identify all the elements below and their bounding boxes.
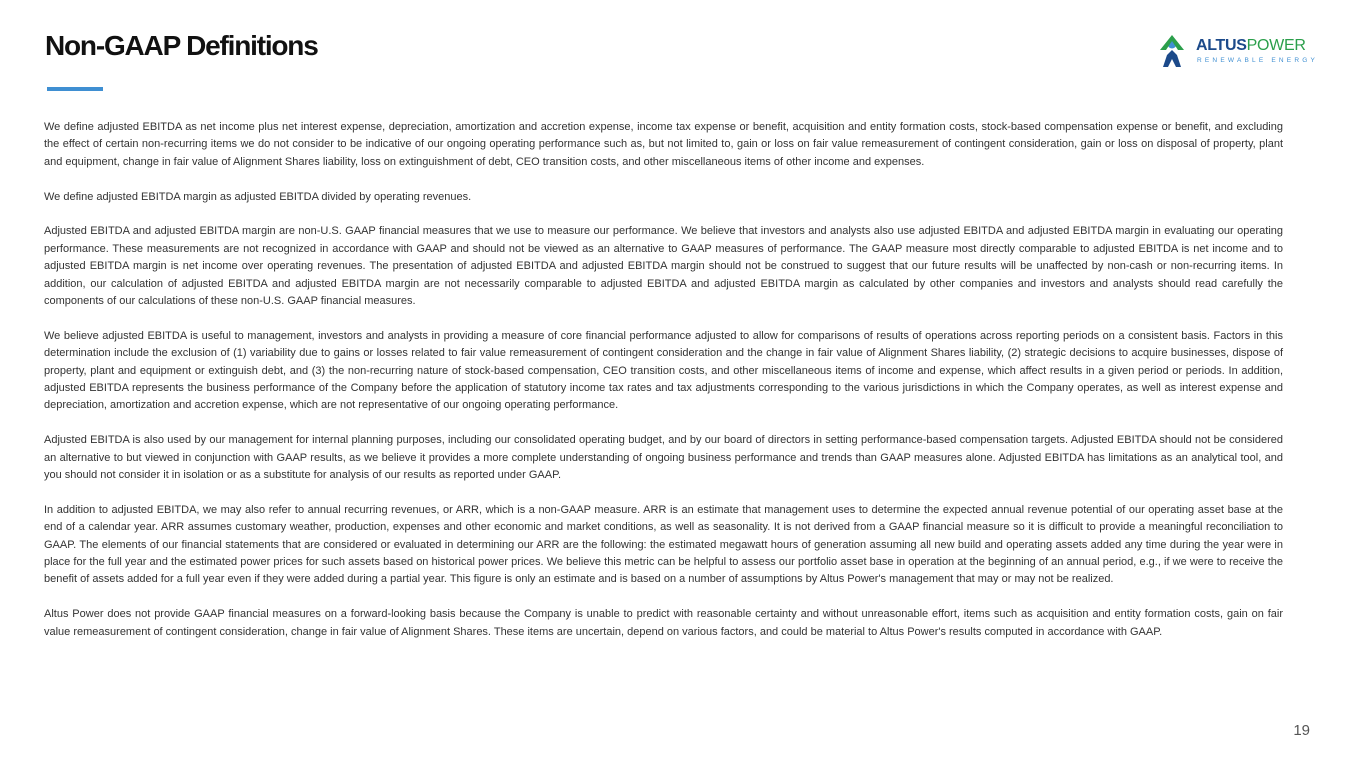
page-title: Non-GAAP Definitions — [45, 30, 318, 61]
company-logo — [1158, 33, 1318, 69]
paragraph-adjusted-ebitda: We define adjusted EBITDA as net income plus net interest expense, depreciation, amortization and accretion expense, income tax expense or benefit, acquisition and entity formation costs, stock-based compensation expense or benefit, and excluding the effect of certain non-recurring items we do not consider to be indicative of our ongoing operating performance such as, but not limited to, gain or loss on fair value remeasurement of contingent consideration, gain or loss on disposal of property, plant and equipment, change in fair value of Alignment Shares liability, loss on extinguishment of debt, CEO transition costs, and other miscellaneous items of other income and expenses. — [44, 121, 1283, 168]
logo-word-power: POWER — [1246, 37, 1306, 54]
logo-word-altus: ALTUS — [1196, 37, 1247, 54]
paragraph-internal-planning: Adjusted EBITDA is also used by our management for internal planning purposes, including our consolidated operating budget, and by our board of directors in setting performance-based compensation targets. Adjusted EBITDA should not be considered an alternative to but viewed in conjunction with GAAP results, as we believe it provides a more complete understanding of ongoing business performance and trends than GAAP measures alone. Adjusted EBITDA has limitations as an analytical tool, and you should not consider it in isolation or as a substitute for analysis of our results as reported under GAAP. — [44, 434, 1283, 482]
page-number: 19 — [1293, 722, 1310, 739]
altus-person-icon — [1158, 33, 1190, 69]
paragraph-non-gaap-measures: Adjusted EBITDA and adjusted EBITDA margin are non-U.S. GAAP financial measures that we use to measure our performance. We believe that investors and analysts also use adjusted EBITDA and adjusted EBITDA margin in evaluating our operating performance. These measurements are not recognized in accordance with GAAP and should not be viewed as an alternative to GAAP measures of performance. The GAAP measure most directly comparable to adjusted EBITDA is net income and to adjusted EBITDA margin is net income over operating revenues. The presentation of adjusted EBITDA and adjusted EBITDA margin should not be construed to suggest that our future results will be unaffected by non-cash or non-recurring items. In addition, our calculation of adjusted EBITDA and adjusted EBITDA margin are not necessarily comparable to adjusted EBITDA and adjusted EBITDA margin as calculated by other companies and investors and analysts should read carefully the components of our calculations of these non-U.S. GAAP financial measures. — [44, 225, 1283, 308]
title-underline — [47, 87, 103, 91]
paragraph-arr: In addition to adjusted EBITDA, we may also refer to annual recurring revenues, or ARR, which is a non-GAAP measure. ARR is an estimate that management uses to determine the expected annual revenue potential of our operating asset base at the end of a calendar year. ARR assumes customary weather, production, expenses and other economic and market conditions, as well as seasonality. It is not derived from a GAAP financial measure so it is difficult to provide a meaningful reconciliation to GAAP. The elements of our financial statements that are considered or evaluated in determining our ARR are the following: the estimated megawatt hours of generation assuming all new build and operating assets added any time during the year were in place for the full year and the estimated power prices for such assets based on historical power prices. We believe this metric can be helpful to assess our portfolio asset base in operation at the beginning of an annual period, e.g., if we were to receive the benefit of assets added for a full year even if they were added during a partial year. This figure is only an estimate and is based on a number of assumptions by Altus Power's management that may or may not be realized. — [44, 503, 1283, 586]
definitions-body — [44, 119, 1283, 658]
logo-tagline: RENEWABLE ENERGY — [1197, 57, 1319, 64]
paragraph-usefulness: We believe adjusted EBITDA is useful to management, investors and analysts in providing a measure of core financial performance adjusted to allow for comparisons of results of operations across reporting periods on a consistent basis. Factors in this determination include the exclusion of (1) variability due to gains or losses related to fair value remeasurement of contingent consideration and the change in fair value of Alignment Shares liability, (2) strategic decisions to acquire businesses, dispose of property, plant and equipment or extinguish debt, and (3) the non-recurring nature of stock-based compensation, CEO transition costs, and other miscellaneous items of income and expense, which affect results in a given period or periods. In addition, adjusted EBITDA represents the business performance of the Company before the application of statutory income tax rates and tax adjustments corresponding to the various jurisdictions in which the Company operates, as well as interest expense and depreciation, amortization and accretion expense, which are not representative of our ongoing operating performance. — [44, 329, 1283, 412]
paragraph-ebitda-margin: We define adjusted EBITDA margin as adjusted EBITDA divided by operating revenues. — [44, 190, 472, 203]
paragraph-forward-looking: Altus Power does not provide GAAP financial measures on a forward-looking basis because the Company is unable to predict with reasonable certainty and without unreasonable effort, items such as acquisition and entity formation costs, gain on fair value remeasurement of contingent consideration, change in fair value of Alignment Shares. These items are uncertain, depend on various factors, and could be material to Altus Power's results computed in accordance with GAAP. — [44, 608, 1283, 638]
logo-wordmark — [1196, 37, 1306, 55]
